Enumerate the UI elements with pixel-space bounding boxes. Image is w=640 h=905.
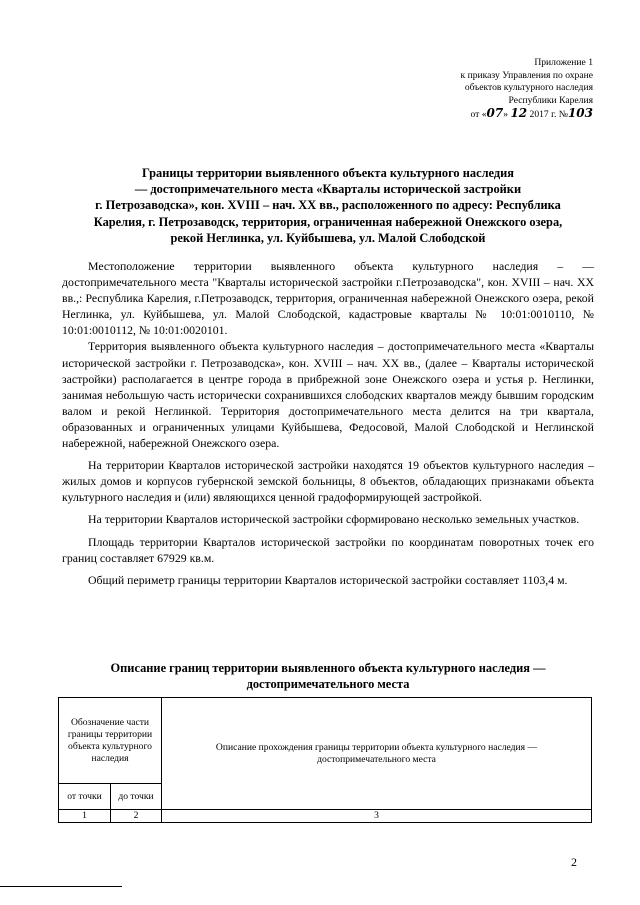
title-line: Карелия, г. Петрозаводск, территория, ограниченная набережной Онежского озера, xyxy=(93,214,563,229)
handwritten-order-number: 103 xyxy=(567,106,593,121)
appendix-header xyxy=(373,57,593,122)
paragraph-area: Площадь территории Кварталов исторической застройки по координатам поворотных точек его границ составляет 67929 кв.м. xyxy=(62,534,594,565)
paragraph-location: Местоположение территории выявленного объекта культурного наследия – — достопримечательного места "Кварталы исторической застройки г.Петрозаводска", кон. XVIII – нач. XX вв.,: Республика Карелия, г.Петрозаводск, территория, ограниченная набережной Онежского озера, рекой Неглинка, ул. Куйбышева, ул. Малой Слободской, кадастровые кварталы № 10:01:0010110, № 10:01:0010112, № 10:01:0020101. xyxy=(62,259,594,338)
paragraph-territory: Территория выявленного объекта культурного наследия – достопримечательного места «Кварталы исторической застройки г. Петрозаводска», кон. XVIII – нач. XX вв., (далее – Кварталы исторической застройки) располагается в центре города в прибрежной зоне Онежского озера и устья р. Неглинки, занимая небольшую часть исторически сохранившихся слободских кварталов между бывшим городским валом и рекой Неглинкой. Территория достопримечательного места делится на три квартала, образованных и ограниченных улицами Куйбышева, Федосовой, Малой Слободской и Неглинской набережной, набережной Онежского озера. xyxy=(62,339,594,451)
date-separator-2: 2017 г. № xyxy=(527,109,568,121)
column-number-2: 2 xyxy=(111,810,162,823)
paragraph-land-plots: На территории Кварталов исторической застройки сформировано несколько земельных участков. xyxy=(88,512,580,527)
footnote-divider xyxy=(0,886,122,887)
handwritten-month: 12 xyxy=(510,106,528,121)
appendix-date-line xyxy=(373,107,593,122)
column-number-1: 1 xyxy=(59,810,111,823)
appendix-line-4: Республики Карелия xyxy=(508,94,593,106)
date-separator-1: » xyxy=(503,109,511,121)
section-heading-line: достопримечательного места xyxy=(246,677,410,692)
document-title xyxy=(62,165,594,246)
paragraph-heritage-objects: На территории Кварталов исторической застройки находятся 19 объектов культурного наследия – жилых домов и корпусов губернской земской больницы, 8 объектов, обладающих признаками объекта культурного наследия и (или) являющихся ценной градоформирующей застройкой. xyxy=(62,458,594,505)
handwritten-day: 07 xyxy=(486,106,504,121)
appendix-line-3: объектов культурного наследия xyxy=(464,82,593,94)
title-line: рекой Неглинка, ул. Куйбышева, ул. Малой Слободской xyxy=(170,230,486,245)
section-heading xyxy=(62,660,594,692)
title-line: — достопримечательного места «Кварталы исторической застройки xyxy=(134,182,522,197)
page-number: 2 xyxy=(571,855,577,869)
header-to-point: до точки xyxy=(111,784,162,810)
appendix-line-2: к приказу Управления по охране xyxy=(460,69,593,81)
title-line: г. Петрозаводска», кон. XVIII – нач. XX вв., расположенного по адресу: Республика xyxy=(95,198,561,213)
title-line: Границы территории выявленного объекта культурного наследия xyxy=(142,166,514,180)
section-heading-line: Описание границ территории выявленного объекта культурного наследия — xyxy=(110,661,546,675)
header-boundary-part: Обозначение части границы территории объекта культурного наследия xyxy=(59,698,162,784)
header-boundary-description: Описание прохождения границы территории объекта культурного наследия — достопримечательного места xyxy=(162,698,592,810)
paragraph-perimeter: Общий периметр границы территории Кварталов исторической застройки составляет 1103,4 м. xyxy=(88,572,568,587)
appendix-line-1: Приложение 1 xyxy=(534,57,593,68)
column-number-3: 3 xyxy=(162,810,592,823)
header-from-point: от точки xyxy=(59,784,111,810)
date-prefix: от « xyxy=(470,109,487,121)
boundary-table xyxy=(58,697,592,823)
document-body xyxy=(62,258,594,588)
